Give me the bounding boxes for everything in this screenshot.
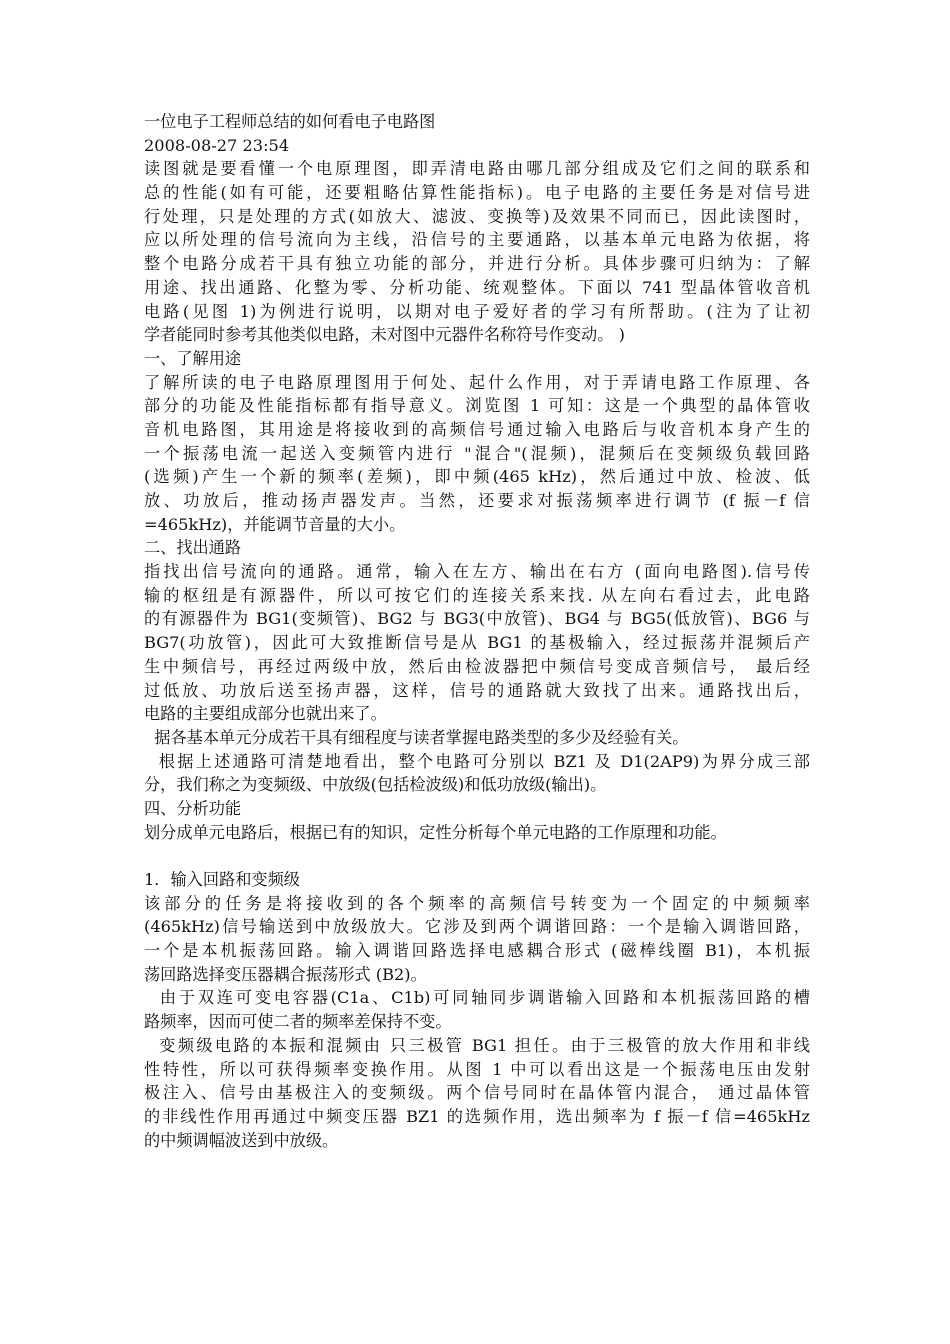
text-line: 读图就是要看懂一个电原理图，即弄清电路由哪几部分组成及它们之间的联系和 bbox=[144, 159, 810, 179]
capacitor-paragraph bbox=[144, 986, 810, 1033]
text-line: 据各基本单元分成若干具有细程度与读者掌握电路类型的多少及经验有关。 bbox=[144, 727, 689, 747]
text-line: 极注入、信号由基极注入的变频级。两个信号同时在晶体管内混合， 通过晶体管 bbox=[144, 1083, 810, 1103]
text-line: 生中频信号，再经过两级中放，然后由检波器把中频信号变成音频信号， 最后经 bbox=[144, 656, 810, 676]
heading-understand-purpose bbox=[144, 347, 810, 371]
document-page bbox=[144, 110, 810, 1152]
text-line: 性特性，所以可获得频率变换作用。从图 1 中可以看出这是一个振荡电压由发射 bbox=[144, 1059, 810, 1079]
document-title: 一位电子工程师总结的如何看电子电路图 bbox=[144, 112, 436, 131]
text-line: =465kHz)，并能调节音量的大小。 bbox=[144, 514, 406, 534]
text-line: 行处理，只是处理的方式(如放大、滤波、变换等)及效果不同而已，因此读图时， bbox=[144, 206, 810, 226]
text-line: 二、找出通路 bbox=[144, 538, 242, 558]
text-line: 用途、找出通路、化整为零、分析功能、统观整体。下面以 741 型晶体管收音机 bbox=[144, 277, 810, 297]
text-line: 一、了解用途 bbox=[144, 348, 242, 368]
text-line: 四、分析功能 bbox=[144, 798, 242, 818]
text-line: (465kHz)信号输送到中放级放大。它涉及到两个调谐回路：一个是输入调谐回路， bbox=[144, 917, 810, 937]
text-line: 指找出信号流向的通路。通常，输入在左方、输出在右方 (面向电路图).信号传 bbox=[144, 562, 810, 582]
text-line: 由于双连可变电容器(C1a、C1b)可同轴同步调谐输入回路和本机振荡回路的槽 bbox=[144, 988, 810, 1008]
function-paragraph bbox=[144, 821, 810, 845]
text-line: 该部分的任务是将接收到的各个频率的高频信号转变为一个固定的中频频率 bbox=[144, 893, 810, 913]
heading-analyze-function bbox=[144, 797, 810, 821]
text-line: 变频级电路的本振和混频由 只三极管 BG1 担任。由于三极管的放大作用和非线 bbox=[144, 1035, 810, 1055]
text-line: 应以所处理的信号流向为主线，沿信号的主要通路，以基本单元电路为依据，将 bbox=[144, 230, 810, 250]
document-datetime: 2008-08-27 23:54 bbox=[144, 135, 290, 155]
document-body bbox=[144, 157, 810, 1152]
split-paragraph-2 bbox=[144, 750, 810, 797]
mixer-paragraph bbox=[144, 1034, 810, 1152]
heading-find-path bbox=[144, 536, 810, 560]
text-line: 的非线性作用再通过中频变压器 BZ1 的选频作用，选出频率为 f 振－f 信=465kHz bbox=[144, 1106, 810, 1126]
blank bbox=[144, 844, 810, 868]
text-line: 路频率，因而可使二者的频率差保持不变。 bbox=[144, 1012, 452, 1032]
text-line: 部分的功能及性能指标都有指导意义。浏览图 1 可知：这是一个典型的晶体管收 bbox=[144, 396, 810, 416]
heading-input-loop bbox=[144, 868, 810, 892]
path-paragraph bbox=[144, 560, 810, 726]
text-line: 音机电路图，其用途是将接收到的高频信号通过输入电路后与收音机本身产生的 bbox=[144, 419, 810, 439]
text-line: 整个电路分成若干具有独立功能的部分，并进行分析。具体步骤可归纳为：了解 bbox=[144, 254, 810, 274]
text-line: 总的性能(如有可能，还要粗略估算性能指标)。电子电路的主要任务是对信号进 bbox=[144, 183, 810, 203]
text-line: 的中频调幅波送到中放级。 bbox=[144, 1130, 339, 1150]
text-line: 一个是本机振荡回路。输入调谐回路选择电感耦合形式 (磁棒线圈 B1)，本机振 bbox=[144, 941, 810, 961]
text-line: 电路(见图 1)为例进行说明，以期对电子爱好者的学习有所帮助。(注为了让初 bbox=[144, 301, 810, 321]
text-line: 学者能同时参考其他类似电路，未对图中元器件名称符号作变动。 ) bbox=[144, 325, 625, 345]
intro-paragraph bbox=[144, 157, 810, 347]
text-line: BG7(功放管)，因此可大致推断信号是从 BG1 的基极输入，经过振荡并混频后产 bbox=[144, 633, 810, 653]
text-line: 电路的主要组成部分也就出来了。 bbox=[144, 704, 387, 724]
text-line: 了解所读的电子电路原理图用于何处、起什么作用，对于弄请电路工作原理、各 bbox=[144, 372, 810, 392]
text-line: 根据上述通路可清楚地看出，整个电路可分别以 BZ1 及 D1(2AP9)为界分成三部 bbox=[144, 751, 810, 771]
split-paragraph-1 bbox=[144, 726, 810, 750]
text-line: 1．输入回路和变频级 bbox=[144, 870, 300, 889]
text-line: 的有源器件为 BG1(变频管)、BG2 与 BG3(中放管)、BG4 与 BG5(低放管)、BG6 与 bbox=[144, 609, 810, 629]
text-line: 一个振荡电流一起送入变频管内进行 "混合"(混频)，混频后在变频级负载回路 bbox=[144, 443, 810, 463]
text-line: 过低放、功放后送至扬声器，这样，信号的通路就大致找了出来。通路找出后， bbox=[144, 680, 810, 700]
text-line: 划分成单元电路后，根据已有的知识，定性分析每个单元电路的工作原理和功能。 bbox=[144, 822, 727, 842]
text-line: (选频)产生一个新的频率(差频)，即中频(465 kHz)，然后通过中放、检波、低 bbox=[144, 467, 810, 487]
text-line: 荡回路选择变压器耦合振荡形式 (B2)。 bbox=[144, 964, 427, 984]
text-line: 放、功放后，推动扬声器发声。当然，还要求对振荡频率进行调节 (f 振－f 信 bbox=[144, 491, 810, 510]
purpose-paragraph bbox=[144, 371, 810, 537]
text-line: 输的枢纽是有源器件，所以可按它们的连接关系来找. 从左向右看过去，此电路 bbox=[144, 585, 810, 605]
text-line: 分，我们称之为变频级、中放级(包括检波级)和低功放级(输出)。 bbox=[144, 775, 607, 795]
input-loop-paragraph bbox=[144, 892, 810, 987]
